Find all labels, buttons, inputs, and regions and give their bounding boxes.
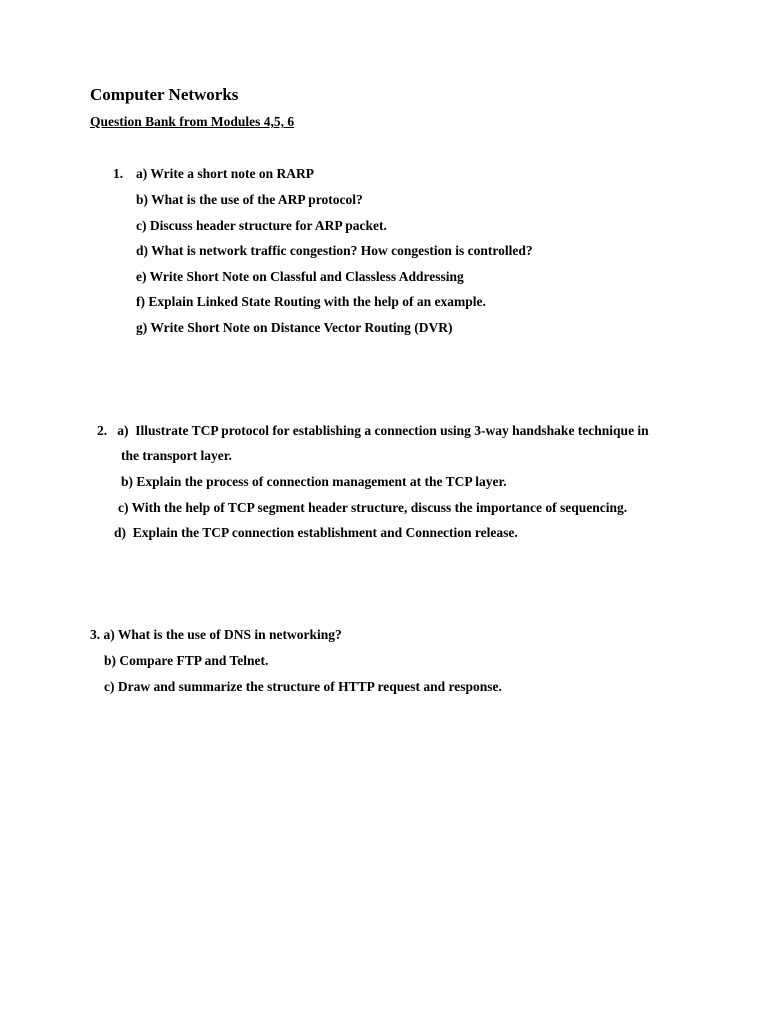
q2-part-b: b) Explain the process of connection management at the TCP layer.: [121, 474, 507, 489]
q1-part-b: b) What is the use of the ARP protocol?: [136, 192, 363, 207]
q2-part-c: c) With the help of TCP segment header structure, discuss the importance of sequencing.: [118, 500, 628, 515]
q2-part-d: d) Explain the TCP connection establishment and Connection release.: [114, 525, 518, 540]
q1-part-g: g) Write Short Note on Distance Vector Routing (DVR): [136, 320, 453, 335]
q1-part-d: d) What is network traffic congestion? How congestion is controlled?: [136, 243, 533, 258]
q2-part-a-line2: the transport layer.: [121, 448, 232, 463]
q1-number: 1.: [113, 166, 124, 181]
q1-part-f: f) Explain Linked State Routing with the help of an example.: [136, 294, 486, 309]
q1-part-c: c) Discuss header structure for ARP packet.: [136, 218, 387, 233]
q2-part-a-line1: 2. a) Illustrate TCP protocol for establishing a connection using 3-way handshake technique in: [97, 423, 649, 438]
document-subtitle: Question Bank from Modules 4,5, 6: [90, 114, 295, 129]
q1-part-e: e) Write Short Note on Classful and Classless Addressing: [136, 269, 464, 284]
q3-part-b: b) Compare FTP and Telnet.: [104, 653, 269, 668]
document-title: Computer Networks: [90, 85, 239, 104]
q3-part-a: 3. a) What is the use of DNS in networking?: [90, 627, 342, 642]
q3-part-c: c) Draw and summarize the structure of HTTP request and response.: [104, 679, 502, 694]
q1-part-a: a) Write a short note on RARP: [136, 166, 314, 181]
